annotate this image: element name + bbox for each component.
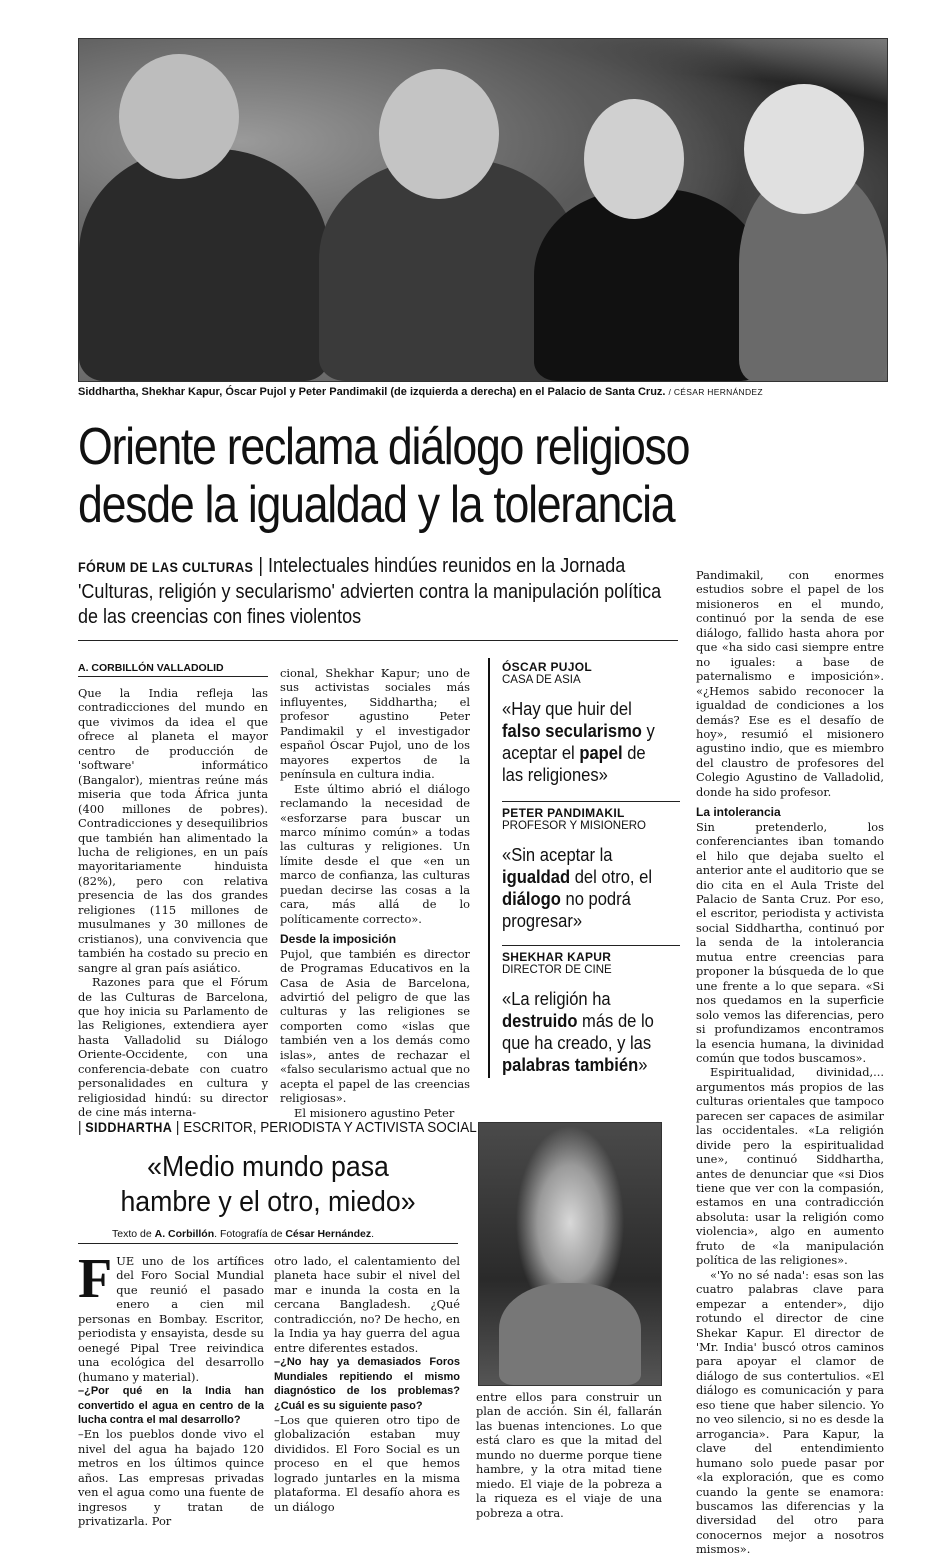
quote-text: «Sin aceptar la igualdad del otro, el diálogo no podrá progresar»	[502, 845, 653, 931]
paragraph: Sin pretenderlo, los conferenciantes iban tomando el hilo que dejaba suelto el anterior ante el auditorio que se dio cita en el Aula Triste del Palacio de Santa Cruz. Por eso, el escritor, periodista y activista social Siddhartha, continuó por la senda de la intolerancia mutua entre creencias para proponer la búsqueda de lo que une frente a lo que separa. «Si nos quedamos en la superficie solo vemos las diferencias, pero si profundizamos encontramos la esencia humana, la divinidad común que todos buscamos».	[696, 819, 884, 1065]
paragraph: El misionero agustino Peter	[294, 1105, 455, 1120]
drop-cap: F	[78, 1248, 113, 1310]
group-photo	[78, 38, 888, 382]
paragraph: cional, Shekhar Kapur; uno de sus activistas sociales más influyentes, Siddhartha; el profesor agustino Peter Pandimakil y el investigador español Óscar Pujol, uno de los mayores expertos de la península en cultura india.	[280, 666, 470, 782]
interview-name: SIDDHARTHA	[85, 1119, 173, 1135]
quote-pujol: ÓSCAR PUJOL CASA DE ASIA «Hay que huir del falso secularismo y aceptar el papel de las religiones»	[502, 660, 682, 786]
interview-title: «Medio mundo pasa hambre y el otro, miedo»	[120, 1151, 416, 1218]
answer: otro lado, el calentamiento del planeta hace subir el nivel del mar e inunda la costa en la cercana Bangladesh. ¿Qué contradicción, no? De hecho, en la India ya hay guerra del agua entre diferentes estados.	[274, 1254, 460, 1355]
photo-caption: Siddhartha, Shekhar Kapur, Óscar Pujol y Peter Pandimakil (de izquierda a derecha) en el Palacio de Santa Cruz. / CÉSAR HERNÁNDEZ	[78, 386, 763, 398]
article-col-4	[696, 568, 884, 1557]
answer: –Los que quieren otro tipo de globalización estaban muy divididos. El Foro Social es un proceso en el que hemos logrado juntarles en la misma plataforma. El desafío ahora es un diálogo	[274, 1412, 460, 1514]
headline-line-1: Oriente reclama diálogo religioso	[78, 418, 690, 476]
paragraph: Este último abrió el diálogo reclamando la necesidad de «esforzarse para buscar un marco mínimo común» a todas las culturas y religiones. Un límite desde el que «en un marco de confianza, las culturas puedan decirse las cosas a la cara, más allá de lo políticamente correcto».	[280, 781, 470, 926]
paragraph: Pandimakil, con enormes estudios sobre el papel de los misioneros en el mundo, continuó por la senda de ese diálogo, fallido hasta ahora por que «ha sido casi siempre entre no iguales: a base de paternalismo e imposición». «¿Hemos sabido reconocer la igualdad de condiciones a los demás? Ese es el desafío de hoy», resumió el misionero agustino indio, que es miembro del claustro de profesores del Colegio Agustino de Valladolid, donde ha sido profesor.	[696, 568, 884, 799]
portrait-photo	[478, 1122, 662, 1386]
interview-col-3	[476, 1390, 662, 1520]
quote-kapur: SHEKHAR KAPUR DIRECTOR DE CINE «La religión ha destruido más de lo que ha creado, y las palabras también»	[502, 950, 682, 1076]
headline	[78, 418, 818, 534]
interview-credits: Texto de A. Corbillón. Fotografía de César Hernández.	[112, 1228, 375, 1240]
answer: entre ellos para construir un plan de acción. Sin él, fallarán las buenas intenciones. Lo que está claro es que la mitad del mundo no duerme porque tiene hambre, y la otra mitad tiene miedo. El viaje de la pobreza a la riqueza es el viaje de una pobreza a otra.	[476, 1390, 662, 1520]
interview-role: ESCRITOR, PERIODISTA Y ACTIVISTA SOCIAL	[183, 1119, 477, 1136]
quote-pandimakil: PETER PANDIMAKIL PROFESOR Y MISIONERO «Sin aceptar la igualdad del otro, el diálogo no podrá progresar»	[502, 806, 682, 932]
person-siddhartha	[79, 149, 329, 381]
answer: –En los pueblos donde vivo el nivel del agua ha bajado 120 metros en los últimos quince años. Las empresas privadas ven el agua como una fuente de ingresos y tratan de privatizarla. Por	[78, 1427, 264, 1529]
interview-kicker: | SIDDHARTHA | ESCRITOR, PERIODISTA Y ACTIVISTA SOCIAL	[78, 1119, 477, 1136]
byline: A. CORBILLÓN VALLADOLID	[78, 662, 224, 674]
article-col-2	[280, 666, 470, 1120]
kicker-text: Intelectuales hindúes reunidos en la Jornada 'Culturas, religión y secularismo' advierten contra la manipulación política de las creencias con fines violentos	[78, 555, 662, 628]
paragraph: Que la India refleja las contradicciones del mundo en que vivimos da idea el que ofrece al planeta el mayor centro de producción de 'software' informático (Bangalor), mientras reúne más miseria que toda África junta (400 millones de pobres). Contradicciones y desequilibrios que también han alimentado la lucha de religiones, en un país mayoritariamente hinduista (82%), pero con relativa presencia de las dos grandes religiones (115 millones de musulmanes y 30 millones de cristianos), una convivencia que también ha costado su precio en sangre al gran país asiático.	[78, 686, 268, 975]
subhead: La intolerancia	[696, 805, 781, 820]
question: –¿Por qué en la India han convertido el agua en centro de la lucha contra el mal desarrollo?	[78, 1385, 264, 1426]
interview-col-2	[274, 1254, 460, 1514]
question: –¿No hay ya demasiados Foros Mundiales repitiendo el mismo diagnóstico de los problemas? ¿Cuál es su siguiente paso?	[274, 1356, 460, 1412]
paragraph: Pujol, que también es director de Programas Educativos en la Casa de Asia de Barcelona, advirtió del peligro de que las culturas y las religiones se comporten como «islas que también ven a los demás como islas», antes de rechazar el «falso secularismo actual que no acepta el papel de las creencias religiosas».	[280, 946, 470, 1106]
section-label: FÓRUM DE LAS CULTURAS	[78, 559, 254, 575]
subhead: Desde la imposición	[280, 932, 397, 947]
paragraph: Razones para que el Fórum de las Culturas de Barcelona, que hoy inicia su Parlamento de las Religiones, extendiera ayer hasta Valladolid su Diálogo Oriente-Occidente, con una conferencia-debate con cuatro personalidades en cultura y religiosidad hindú: su director de cine más interna-	[78, 975, 268, 1120]
headline-line-2: desde la igualdad y la tolerancia	[78, 476, 675, 534]
kicker: FÓRUM DE LAS CULTURAS | Intelectuales hindúes reunidos en la Jornada 'Culturas, religión y secularismo' advierten contra la manipulación política de las creencias con fines violentos	[78, 555, 662, 628]
quote-text: «Hay que huir del falso secularismo y aceptar el papel de las religiones»	[502, 699, 655, 785]
interview-col-1: F UE uno de los artífices del Foro Social Mundial que reunió el pasado enero a cien mil personas en Bombay. Escritor, periodista y ensayista, desde su oenegé Pipal Tree reivindica una ecológica del desarrollo (humano y material). –¿Por qué en la India han convertido el agua en centro de la lucha contra el mal desarrollo? –En los pueblos donde vivo el nivel del agua ha bajado 120 metros en los últimos quince años. Las empresas privadas ven el agua como una fuente de ingresos y tratan de privatizarla. Por	[78, 1248, 264, 1529]
paragraph: «'Yo no sé nada': esas son las cuatro palabras clave para empezar a entender», dijo rotundo el director de cine Shekar Kapur. El director de 'Mr. India' buscó otros caminos para apoyar el clamor de diálogo de sus contertulios. «El diálogo es comunicación y para eso tiene que haber silencio. Yo no veo silencio, si no es desde la arrogancia». Para Kapur, la clave del entendimiento humano solo puede pasar por «la exploración, que es como cuando la gente se enamora: buscamos las diferencias y la diversidad del otro para conocernos mejor a nosotros mismos».	[696, 1267, 884, 1557]
paragraph: Espiritualidad, divinidad,... argumentos más propios de las culturas orientales que tampoco parecen ser capaces de asimilar las occidentales. «La religión divide pero la espiritualidad une», continuó Siddhartha, antes de denunciar que «si Dios tiene que ver con la compasión, estamos en una contradicción absoluta: usar la religión como violencia», algo en aumento fruto de «la manipulación política de las religiones».	[696, 1065, 884, 1268]
article-col-1	[78, 686, 268, 1120]
quote-text: «La religión ha destruido más de lo que ha creado, y las palabras también»	[502, 989, 654, 1075]
